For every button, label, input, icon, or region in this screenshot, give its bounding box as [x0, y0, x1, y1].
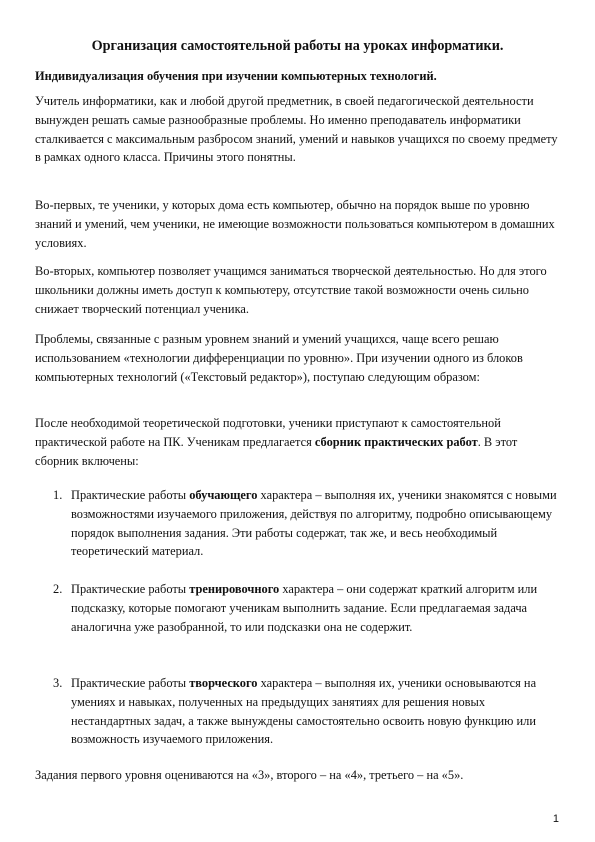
grading-paragraph: Задания первого уровня оцениваются на «3», второго – на «4», третьего – на «5». — [35, 768, 464, 782]
document-title: Организация самостоятельной работы на уроках информатики. — [91, 38, 504, 54]
list-item-bold: творческого — [189, 676, 258, 690]
list-item-before: Практические работы — [71, 676, 190, 690]
intro-bold-term: сборник практических работ — [314, 434, 478, 449]
list-item-bold: тренировочного — [189, 582, 280, 596]
list-item-text — [71, 674, 558, 749]
paragraph-intro — [35, 414, 560, 470]
list-item-number: 1. — [53, 488, 63, 502]
list-item-text — [71, 580, 558, 636]
list-item-number: 3. — [53, 676, 63, 690]
intro-text-before: После необходимой теоретической подготовки, ученики приступают к самостоятельной практической работе на ПК. Ученикам предлагается — [35, 416, 501, 449]
list-item-before: Практические работы — [71, 488, 190, 502]
list-item-after: характера – выполняя их, ученики основываются на умениях и навыках, полученных на предыдущих занятиях для решения новых нестандартных задач, а также вынуждены самостоятельно освоить новую функцию или возможность изучаемого приложения. — [71, 676, 537, 747]
paragraph-4: Проблемы, связанные с разным уровнем знаний и умений учащихся, чаще всего решаю использованием «технологии дифференциации по уровню». При изучении одного из блоков компьютерных технологий («Текстовый редактор»), поступаю следующим образом: — [35, 332, 523, 384]
list-item-text — [71, 486, 558, 561]
list-item-3 — [53, 674, 558, 749]
list-item-1 — [53, 486, 558, 561]
paragraph-2: Во-первых, те ученики, у которых дома есть компьютер, обычно на порядок выше по уровню знаний и умений, чем ученики, не имеющие возможности пользоваться компьютером в домашних условиях. — [35, 198, 555, 250]
paragraph-1: Учитель информатики, как и любой другой предметник, в своей педагогической деятельности вынужден решать самые разнообразные проблемы. Но именно преподаватель информатики сталкивается с максимальным разбросом знаний, умений и навыков учащихся по своему предмету в рамках одного класса. Причины этого понятны. — [35, 94, 558, 165]
list-item-bold: обучающего — [189, 488, 258, 502]
list-item-before: Практические работы — [71, 582, 190, 596]
list-item-number: 2. — [53, 582, 63, 596]
paragraph-3: Во-вторых, компьютер позволяет учащимся заниматься творческой деятельностью. Но для этого школьники должны иметь доступ к компьютеру, отсутствие такой возможности очень сильно снижает творческий потенциал ученика. — [35, 264, 547, 316]
section-subtitle: Индивидуализация обучения при изучении компьютерных технологий. — [35, 69, 437, 83]
intro-text-after: . В этот сборник включены: — [35, 434, 518, 468]
list-item-after: характера – выполняя их, ученики знакомятся с новыми возможностями изучаемого приложения, действуя по алгоритму, подробно описывающему порядок выполнения задания. Эти работы содержат, так же, и весь необходимый теоретический материал. — [71, 488, 557, 559]
list-item-2 — [53, 580, 558, 636]
page-number: 1 — [552, 813, 559, 825]
list-item-after: характера – они содержат краткий алгоритм или подсказку, которые помогают ученикам выполнить задание. Если предлагаемая задача аналогична уже разобранной, то или подсказки она не содержит. — [71, 582, 538, 634]
